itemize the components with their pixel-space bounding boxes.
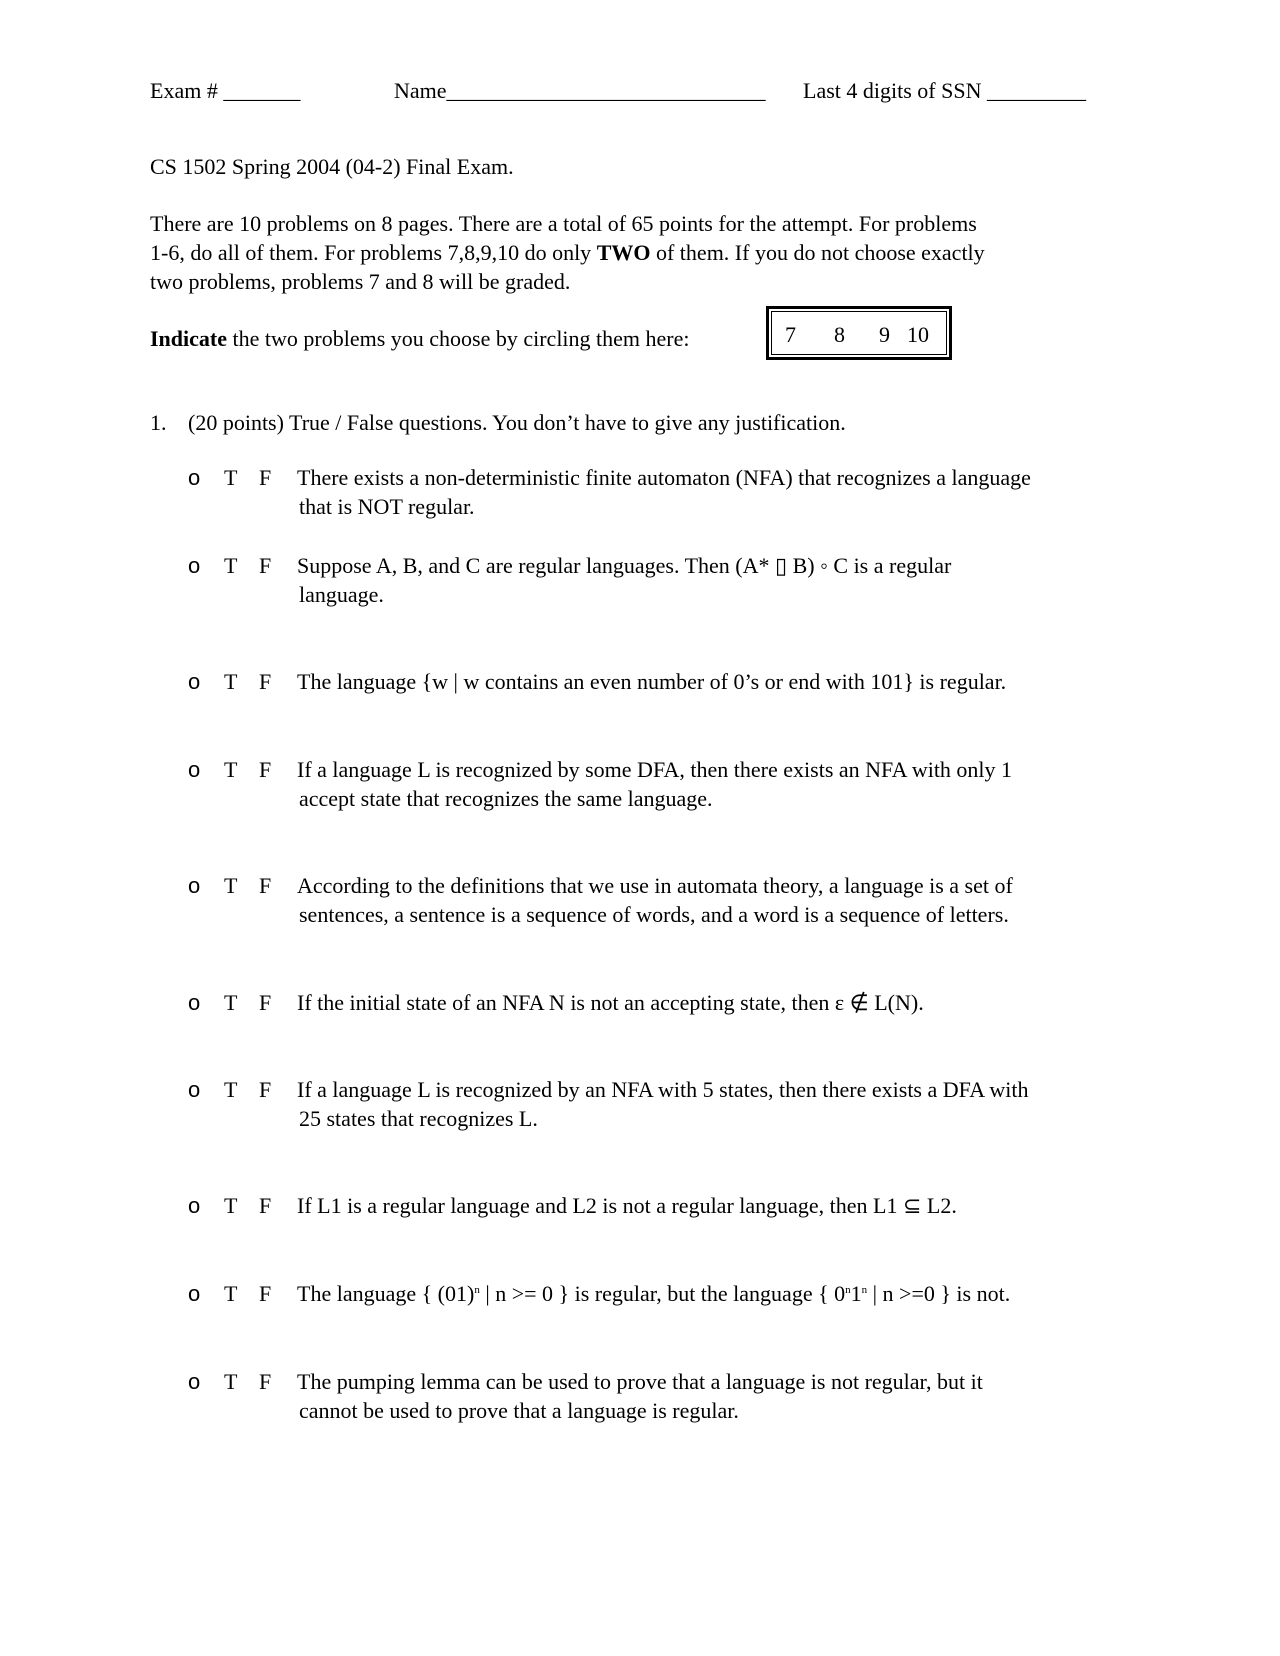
tf-item-10-line-2: cannot be used to prove that a language is regular. — [299, 1398, 739, 1423]
tf-item-9-sup-2: n — [845, 1284, 851, 1296]
tf-item-2-line-1: Suppose A, B, and C are regular languages. Then (A* ▯ B) ◦ C is a regular — [297, 553, 952, 578]
tf-item-2-line-2: language. — [299, 582, 384, 607]
question-1-heading — [150, 408, 846, 437]
tf-item-1-false-option[interactable]: F — [259, 465, 272, 490]
choice-instruction-bold: Indicate — [150, 326, 227, 351]
tf-item-7-false-option[interactable]: F — [259, 1077, 272, 1102]
exam-title: CS 1502 Spring 2004 (04-2) Final Exam. — [150, 154, 514, 179]
tf-item-5-false-option[interactable]: F — [259, 873, 272, 898]
instructions-line-1: There are 10 problems on 8 pages. There are a total of 65 points for the attempt. For problems — [150, 211, 977, 236]
tf-item-10-statement — [297, 1367, 1127, 1425]
exam-number-field[interactable]: Exam # _______ — [150, 78, 301, 103]
choice-instruction — [150, 324, 690, 353]
tf-item-5-line-2: sentences, a sentence is a sequence of words, and a word is a sequence of letters. — [299, 902, 1009, 927]
tf-item-9-text-b: | n >= 0 } is regular, but the language { 0 — [479, 1281, 846, 1306]
tf-item-1-statement — [297, 463, 1127, 521]
tf-item-9-text-c: 1 — [850, 1281, 862, 1306]
tf-item-3-true-option[interactable]: T — [224, 669, 238, 694]
tf-item-1-line-2: that is NOT regular. — [299, 494, 475, 519]
tf-item-9-text-d: | n >=0 } is not. — [867, 1281, 1011, 1306]
student-name-field[interactable]: Name_____________________________ — [394, 78, 766, 103]
tf-item-4-false-option[interactable]: F — [259, 757, 272, 782]
tf-item-8-false-option[interactable]: F — [259, 1193, 272, 1218]
tf-item-9-sup-1: n — [474, 1284, 480, 1296]
ssn-digits-field[interactable]: Last 4 digits of SSN _________ — [803, 78, 1086, 103]
tf-item-1-bullet: o — [188, 465, 201, 490]
tf-item-10-false-option[interactable]: F — [259, 1369, 272, 1394]
tf-item-9-sup-3: n — [861, 1284, 868, 1296]
tf-item-3-statement — [297, 667, 1127, 696]
tf-item-2-false-option[interactable]: F — [259, 553, 272, 578]
tf-item-3-bullet: o — [188, 669, 201, 694]
tf-item-9-false-option[interactable]: F — [259, 1281, 272, 1306]
tf-item-5-bullet: o — [188, 873, 201, 898]
tf-item-9-line-1 — [297, 1279, 1127, 1308]
tf-item-8-line-1: If L1 is a regular language and L2 is not a regular language, then L1 ⊆ L2. — [297, 1193, 957, 1218]
instructions-line-3: two problems, problems 7 and 8 will be graded. — [150, 269, 571, 294]
tf-item-6-statement — [297, 988, 1127, 1017]
tf-item-1-true-option[interactable]: T — [224, 465, 238, 490]
tf-item-7-line-2: 25 states that recognizes L. — [299, 1106, 538, 1131]
tf-item-6-bullet: o — [188, 990, 201, 1015]
tf-item-2-true-option[interactable]: T — [224, 553, 238, 578]
question-1-number: 1. — [150, 410, 167, 435]
tf-item-6-true-option[interactable]: T — [224, 990, 238, 1015]
tf-item-7-statement — [297, 1075, 1127, 1133]
tf-item-3-false-option[interactable]: F — [259, 669, 272, 694]
tf-item-2-bullet: o — [188, 553, 201, 578]
tf-item-4-line-2: accept state that recognizes the same language. — [299, 786, 713, 811]
tf-item-8-bullet: o — [188, 1193, 201, 1218]
instructions-line-2a: 1-6, do all of them. For problems 7,8,9,10 do only — [150, 240, 597, 265]
tf-item-10-true-option[interactable]: T — [224, 1369, 238, 1394]
choice-instruction-rest: the two problems you choose by circling them here: — [227, 326, 690, 351]
tf-item-4-line-1: If a language L is recognized by some DFA, then there exists an NFA with only 1 — [297, 757, 1013, 782]
tf-item-4-bullet: o — [188, 757, 201, 782]
exam-instructions — [150, 209, 1110, 296]
tf-item-3-line-1: The language {w | w contains an even number of 0’s or end with 101} is regular. — [297, 669, 1007, 694]
tf-item-1-line-1: There exists a non-deterministic finite automaton (NFA) that recognizes a language — [297, 465, 1031, 490]
tf-item-4-statement — [297, 755, 1127, 813]
tf-item-9-true-option[interactable]: T — [224, 1281, 238, 1306]
problem-choice-box — [766, 306, 952, 360]
tf-item-8-true-option[interactable]: T — [224, 1193, 238, 1218]
choice-option-9[interactable]: 9 — [879, 322, 890, 347]
choice-option-8[interactable]: 8 — [834, 322, 845, 347]
tf-item-2-statement — [297, 551, 1127, 609]
tf-item-9-text-a: The language { (01) — [297, 1281, 475, 1306]
tf-item-8-statement — [297, 1191, 1127, 1220]
instructions-line-2 — [150, 238, 1110, 267]
tf-item-9-bullet: o — [188, 1281, 201, 1306]
tf-item-5-statement — [297, 871, 1127, 929]
question-1-text: (20 points) True / False questions. You don’t have to give any justification. — [188, 410, 846, 435]
tf-item-5-true-option[interactable]: T — [224, 873, 238, 898]
tf-item-7-bullet: o — [188, 1077, 201, 1102]
choice-option-7[interactable]: 7 — [785, 322, 796, 347]
tf-item-4-true-option[interactable]: T — [224, 757, 238, 782]
instructions-two-emphasis: TWO — [596, 240, 651, 265]
tf-item-7-true-option[interactable]: T — [224, 1077, 238, 1102]
tf-item-10-bullet: o — [188, 1369, 201, 1394]
tf-item-6-line-1: If the initial state of an NFA N is not an accepting state, then ε ∉ L(N). — [297, 990, 924, 1015]
tf-item-7-line-1: If a language L is recognized by an NFA with 5 states, then there exists a DFA with — [297, 1077, 1029, 1102]
choice-option-10[interactable]: 10 — [907, 322, 929, 347]
tf-item-5-line-1: According to the definitions that we use in automata theory, a language is a set of — [297, 873, 1013, 898]
instructions-line-2b: of them. If you do not choose exactly — [650, 240, 985, 265]
tf-item-9-statement — [297, 1279, 1127, 1308]
tf-item-10-line-1: The pumping lemma can be used to prove that a language is not regular, but it — [297, 1369, 983, 1394]
tf-item-6-false-option[interactable]: F — [259, 990, 272, 1015]
